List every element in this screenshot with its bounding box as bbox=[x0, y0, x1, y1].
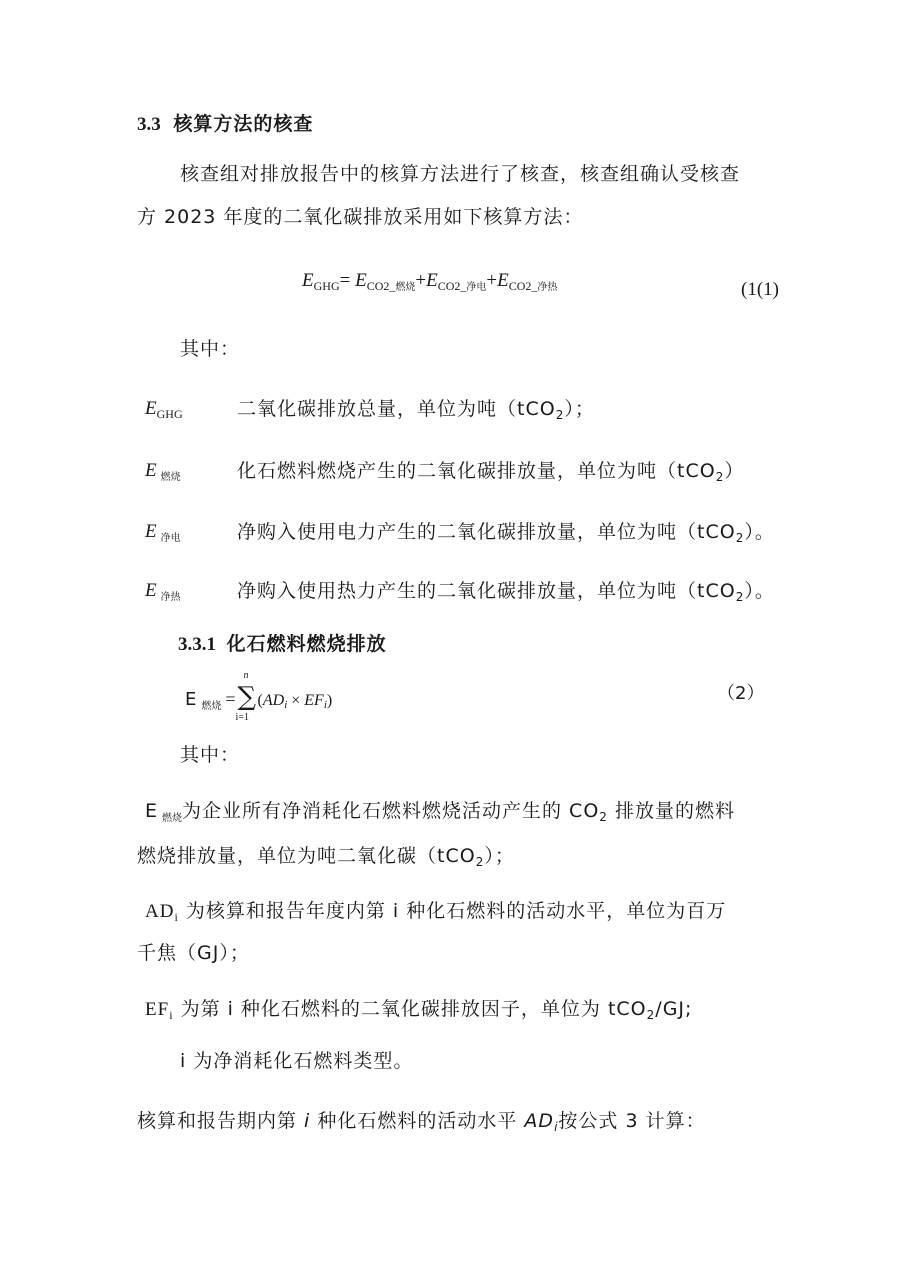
final-line-i: i bbox=[304, 1110, 311, 1132]
final-line-post: 按公式 3 计算： bbox=[558, 1110, 706, 1132]
sigma-icon: ∑ bbox=[237, 682, 257, 712]
para-e-line-2-end: ）； bbox=[484, 845, 515, 867]
formula-1-lhs: E bbox=[302, 270, 314, 291]
definition-text-sub: 2 bbox=[735, 590, 745, 604]
final-line-mid: 种化石燃料的活动水平 bbox=[310, 1110, 525, 1132]
sigma-lower-limit: i=1 bbox=[235, 712, 249, 723]
formula-1-term-2-sub: CO2_ bbox=[437, 279, 467, 293]
para-e-line-2-sub: 2 bbox=[475, 855, 485, 869]
definition-row bbox=[145, 460, 181, 483]
sigma-operator bbox=[235, 670, 258, 723]
para-ef-symbol: EF bbox=[145, 999, 170, 1020]
definition-symbol-sub: GHG bbox=[156, 407, 183, 421]
formula-2-close-paren: ) bbox=[326, 692, 333, 709]
definition-text-main: 净购入使用热力产生的二氧化碳排放量，单位为吨（tCO bbox=[237, 580, 736, 602]
definition-text bbox=[237, 460, 744, 483]
definition-text-sub: 2 bbox=[735, 531, 745, 545]
formula-1-term-3: E bbox=[497, 270, 509, 291]
intro-line-2: 方 2023 年度的二氧化碳排放采用如下核算方法： bbox=[137, 206, 584, 228]
formula-1-term-3-sub2: 净热 bbox=[537, 282, 558, 293]
definition-symbol: E bbox=[145, 398, 157, 419]
formula-1-term-1-sub2: 燃烧 bbox=[395, 282, 416, 293]
section-title: 核算方法的核查 bbox=[173, 113, 314, 135]
formula-2-times: × bbox=[287, 692, 305, 709]
para-e-symbol: E bbox=[145, 800, 159, 822]
definition-row bbox=[145, 521, 181, 544]
where-label-1: 其中： bbox=[180, 338, 241, 360]
para-i: i 为净消耗化石燃料类型。 bbox=[180, 1050, 414, 1072]
definition-text-main: 净购入使用电力产生的二氧化碳排放量，单位为吨（tCO bbox=[237, 521, 736, 543]
definition-text-sub: 2 bbox=[555, 408, 565, 422]
para-e-text: 为企业所有净消耗化石燃料燃烧活动产生的 CO bbox=[182, 800, 600, 822]
definition-text-end: ）； bbox=[564, 398, 595, 420]
definition-symbol-sub: 燃烧 bbox=[160, 472, 181, 483]
definition-text bbox=[237, 521, 775, 544]
formula-1-plus-2: + bbox=[486, 270, 498, 291]
formula-2 bbox=[185, 670, 333, 723]
para-e-line-1 bbox=[145, 800, 735, 823]
para-ef-symbol-sub: i bbox=[169, 1008, 174, 1022]
para-e-line-2 bbox=[137, 845, 515, 868]
formula-1-term-2: E bbox=[426, 270, 438, 291]
section-number: 3.3 bbox=[137, 114, 161, 135]
formula-1-term-2-sub2: 净电 bbox=[466, 282, 487, 293]
formula-1-number: (1(1) bbox=[741, 279, 779, 300]
final-line bbox=[137, 1110, 706, 1133]
definition-symbol: E bbox=[145, 521, 157, 542]
final-line-ad-sub: i bbox=[554, 1120, 559, 1134]
final-line-pre: 核算和报告期内第 bbox=[137, 1110, 305, 1132]
formula-2-open-paren: ( bbox=[257, 692, 263, 709]
para-ad-text: 为核算和报告年度内第 i 种化石燃料的活动水平，单位为百万 bbox=[178, 900, 727, 922]
para-e-text-end: 排放量的燃料 bbox=[607, 800, 735, 822]
definition-symbol-sub: 净电 bbox=[160, 533, 181, 544]
para-e-symbol-sub: 燃烧 bbox=[162, 813, 183, 824]
subsection-title: 化石燃料燃烧排放 bbox=[226, 633, 387, 655]
formula-2-ad-sub: i bbox=[284, 699, 288, 711]
definition-text bbox=[237, 580, 775, 603]
definition-text-end: ） bbox=[724, 460, 745, 482]
definition-text-main: 化石燃料燃烧产生的二氧化碳排放量，单位为吨（tCO bbox=[237, 460, 716, 482]
formula-1-term-1: E bbox=[355, 270, 367, 291]
formula-2-number: （2） bbox=[717, 683, 765, 704]
definition-symbol-sub: 净热 bbox=[160, 592, 181, 603]
sigma-upper-limit: n bbox=[243, 670, 249, 681]
para-e-text-sub: 2 bbox=[599, 810, 608, 824]
definition-text-sub: 2 bbox=[715, 470, 725, 484]
definition-text-end: ）。 bbox=[744, 521, 775, 543]
para-ad-symbol-sub: i bbox=[174, 910, 179, 924]
para-ad-symbol: AD bbox=[145, 901, 175, 922]
formula-1-lhs-sub: GHG bbox=[313, 279, 340, 293]
definition-text-main: 二氧化碳排放总量，单位为吨（tCO bbox=[237, 398, 556, 420]
definition-text bbox=[237, 398, 595, 421]
formula-2-lhs-sub: 燃烧 bbox=[201, 701, 222, 712]
formula-2-lhs: E bbox=[185, 689, 197, 710]
formula-1-plus-1: + bbox=[415, 270, 427, 291]
para-ef-text-end: /GJ; bbox=[655, 998, 693, 1020]
formula-2-ad: AD bbox=[262, 692, 285, 709]
formula-1-eq: = bbox=[339, 270, 356, 291]
section-heading bbox=[137, 113, 313, 137]
definition-row bbox=[145, 580, 181, 603]
para-ef-text: 为第 i 种化石燃料的二氧化碳排放因子，单位为 tCO bbox=[173, 998, 647, 1020]
definition-symbol: E bbox=[145, 460, 157, 481]
subsection-heading bbox=[178, 633, 387, 657]
intro-line-1: 核查组对排放报告中的核算方法进行了核查，核查组确认受核查 bbox=[180, 163, 741, 185]
definition-row bbox=[145, 398, 183, 421]
formula-1-term-3-sub: CO2_ bbox=[508, 279, 538, 293]
formula-2-ef: EF bbox=[304, 692, 324, 709]
definition-text-end: ）。 bbox=[744, 580, 775, 602]
para-ef-text-sub: 2 bbox=[646, 1008, 656, 1022]
formula-2-eq: = bbox=[225, 689, 236, 709]
para-ef-line bbox=[145, 998, 692, 1022]
formula-2-ef-sub: i bbox=[323, 699, 327, 711]
para-e-line-2-text: 燃烧排放量，单位为吨二氧化碳（tCO bbox=[137, 845, 476, 867]
subsection-number: 3.3.1 bbox=[178, 634, 216, 655]
para-ad-line-1 bbox=[145, 900, 726, 924]
formula-1 bbox=[302, 270, 557, 293]
definition-symbol: E bbox=[145, 580, 157, 601]
where-label-2: 其中： bbox=[180, 744, 241, 766]
para-ad-line-2: 千焦（GJ）； bbox=[137, 942, 250, 964]
final-line-ad: AD bbox=[524, 1110, 555, 1132]
formula-1-term-1-sub: CO2_ bbox=[366, 279, 396, 293]
